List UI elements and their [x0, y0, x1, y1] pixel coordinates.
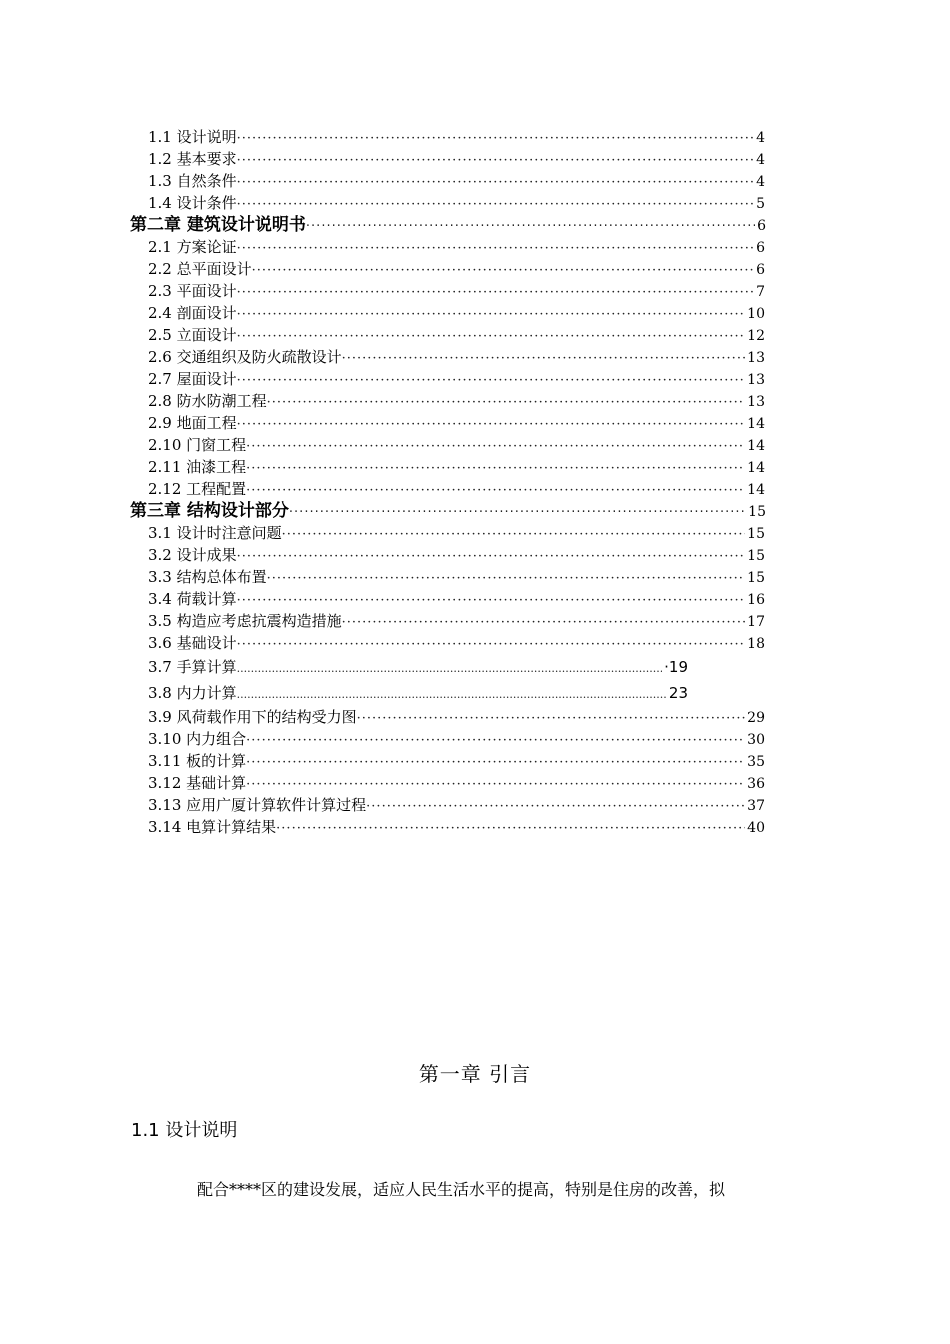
toc-chapter-entry[interactable] — [130, 214, 766, 236]
toc-entry-page: 6 — [756, 240, 765, 256]
toc-leader-dots — [252, 260, 754, 282]
toc-leader-dots — [237, 150, 754, 172]
toc-entry[interactable] — [148, 478, 765, 500]
toc-entry-page: 29 — [747, 710, 765, 726]
toc-entry-title: 3.7 手算计算 — [148, 658, 237, 676]
toc-leader-dots — [342, 612, 746, 634]
toc-leader-dots — [237, 634, 746, 656]
toc-entry[interactable] — [148, 390, 765, 412]
toc-entry-page: 14 — [747, 482, 765, 498]
toc-entry[interactable] — [148, 324, 765, 346]
toc-leader-dots — [237, 414, 746, 436]
toc-leader-dots — [237, 546, 746, 568]
toc-entry-title: 2.6 交通组织及防火疏散设计 — [148, 348, 342, 366]
toc-entry-page: 6 — [756, 262, 765, 278]
toc-entry[interactable] — [148, 456, 765, 478]
toc-entry-title: 1.4 设计条件 — [148, 194, 237, 212]
toc-entry[interactable] — [148, 522, 765, 544]
toc-entry[interactable] — [148, 566, 765, 588]
toc-leader-dots — [276, 818, 745, 840]
toc-entry-title: 3.2 设计成果 — [148, 546, 237, 564]
toc-leader-dots — [366, 796, 745, 818]
toc-leader-dots — [237, 238, 754, 260]
toc-entry-title: 2.5 立面设计 — [148, 326, 237, 344]
toc-entry-page: 15 — [747, 570, 765, 586]
toc-leader-dots — [282, 524, 746, 546]
toc-entry[interactable] — [148, 610, 765, 632]
toc-entry-page: 4 — [756, 174, 765, 190]
toc-entry-title: 2.3 平面设计 — [148, 282, 237, 300]
chapter-heading: 第一章 引言 — [418, 1062, 532, 1086]
toc-entry-title: 3.13 应用广厦计算软件计算过程 — [148, 796, 367, 814]
toc-entry-page: 13 — [747, 394, 765, 410]
toc-entry-title: 1.1 设计说明 — [148, 128, 237, 146]
toc-leader-dots — [237, 304, 746, 326]
toc-leader-dots — [246, 480, 745, 502]
toc-entry[interactable] — [148, 302, 765, 324]
toc-leader-dots — [237, 370, 746, 392]
toc-entry[interactable] — [148, 728, 765, 750]
toc-entry[interactable] — [148, 680, 688, 706]
toc-entry[interactable] — [148, 544, 765, 566]
toc-entry-page: 13 — [747, 372, 765, 388]
toc-entry-title: 3.12 基础计算 — [148, 774, 247, 792]
toc-leader-dots — [246, 774, 745, 796]
toc-entry[interactable] — [148, 170, 765, 192]
toc-entry-title: 2.9 地面工程 — [148, 414, 237, 432]
toc-leader-dots — [306, 216, 755, 238]
toc-entry-title: 1.3 自然条件 — [148, 172, 237, 190]
toc-entry-page: 4 — [756, 130, 765, 146]
toc-leader-dots — [237, 590, 746, 612]
toc-chapter-title: 第二章 建筑设计说明书 — [130, 215, 306, 235]
toc-chapter-title: 第三章 结构设计部分 — [130, 501, 289, 521]
toc-entry[interactable] — [148, 236, 765, 258]
toc-entry-title: 2.11 油漆工程 — [148, 458, 247, 476]
toc-entry[interactable] — [148, 412, 765, 434]
toc-entry-page: 17 — [747, 614, 765, 630]
toc-entry-page: 15 — [748, 504, 766, 520]
toc-entry-title: 1.2 基本要求 — [148, 150, 237, 168]
toc-entry-title: 3.11 板的计算 — [148, 752, 247, 770]
toc-leader-dots — [246, 730, 745, 752]
toc-entry-page: 40 — [747, 820, 765, 836]
toc-entry-page: 10 — [747, 306, 765, 322]
toc-entry-title: 3.6 基础设计 — [148, 634, 237, 652]
toc-entry-title: 3.8 内力计算 — [148, 684, 237, 702]
toc-entry-page: 6 — [757, 218, 766, 234]
toc-entry-title: 2.7 屋面设计 — [148, 370, 237, 388]
toc-entry-page: 5 — [756, 196, 765, 212]
toc-entry[interactable] — [148, 368, 765, 390]
toc-entry-page: 12 — [747, 328, 765, 344]
toc-entry-title: 3.14 电算计算结果 — [148, 818, 277, 836]
toc-entry-title: 2.4 剖面设计 — [148, 304, 237, 322]
toc-entry[interactable] — [148, 148, 765, 170]
toc-entry-page: 7 — [756, 284, 765, 300]
toc-entry-title: 3.5 构造应考虑抗震构造措施 — [148, 612, 342, 630]
toc-entry-title: 3.9 风荷载作用下的结构受力图 — [148, 708, 357, 726]
toc-entry-page: 35 — [747, 754, 765, 770]
toc-leader-dots — [237, 282, 754, 304]
toc-leader-dots — [237, 682, 667, 708]
toc-entry[interactable] — [148, 816, 765, 838]
toc-entry-title: 2.10 门窗工程 — [148, 436, 247, 454]
toc-leader-dots — [289, 502, 746, 524]
toc-entry[interactable] — [148, 126, 765, 148]
toc-entry-page: 15 — [747, 526, 765, 542]
toc-entry-title: 3.1 设计时注意问题 — [148, 524, 282, 542]
toc-entry-page: 30 — [747, 732, 765, 748]
toc-entry[interactable] — [148, 750, 765, 772]
toc-entry-title: 2.12 工程配置 — [148, 480, 247, 498]
toc-entry[interactable] — [148, 632, 765, 654]
toc-entry-page: 14 — [747, 416, 765, 432]
section-heading: 1.1 设计说明 — [131, 1120, 238, 1141]
toc-entry[interactable] — [148, 258, 765, 280]
toc-entry[interactable] — [148, 192, 765, 214]
toc-entry-title: 3.4 荷载计算 — [148, 590, 237, 608]
toc-entry-title: 2.2 总平面设计 — [148, 260, 252, 278]
toc-entry-page: 37 — [747, 798, 765, 814]
toc-entry-page: 14 — [747, 460, 765, 476]
toc-leader-dots — [237, 326, 746, 348]
toc-entry[interactable] — [148, 794, 765, 816]
toc-leader-dots — [267, 392, 746, 414]
toc-entry[interactable] — [148, 706, 765, 728]
toc-leader-dots — [246, 752, 745, 774]
toc-entry[interactable] — [148, 346, 765, 368]
toc-leader-dots — [237, 656, 663, 682]
toc-entry[interactable] — [148, 434, 765, 456]
toc-leader-dots — [246, 436, 745, 458]
toc-entry-title: 2.8 防水防潮工程 — [148, 392, 267, 410]
toc-leader-dots — [237, 172, 754, 194]
toc-entry-page: 14 — [747, 438, 765, 454]
toc-entry[interactable] — [148, 772, 765, 794]
table-of-contents — [0, 126, 950, 838]
toc-entry[interactable] — [148, 588, 765, 610]
toc-entry-title: 3.10 内力组合 — [148, 730, 247, 748]
toc-leader-dots — [357, 708, 746, 730]
toc-entry-page: 16 — [747, 592, 765, 608]
toc-entry-title: 3.3 结构总体布置 — [148, 568, 267, 586]
toc-entry-page: 13 — [747, 350, 765, 366]
toc-leader-dots — [342, 348, 746, 370]
toc-leader-dots — [246, 458, 745, 480]
toc-entry-page: 23 — [668, 684, 688, 702]
toc-entry-page: 15 — [747, 548, 765, 564]
toc-entry[interactable] — [148, 280, 765, 302]
toc-entry-page: 36 — [747, 776, 765, 792]
toc-entry-title: 2.1 方案论证 — [148, 238, 237, 256]
toc-leader-dots — [237, 194, 754, 216]
toc-chapter-entry[interactable] — [130, 500, 766, 522]
toc-entry-page: 18 — [747, 636, 765, 652]
toc-entry-page: ·19 — [664, 658, 688, 676]
toc-leader-dots — [237, 128, 754, 150]
toc-entry-page: 4 — [756, 152, 765, 168]
body-paragraph: 配合****区的建设发展，适应人民生活水平的提高，特别是住房的改善，拟 — [197, 1180, 726, 1199]
toc-entry[interactable] — [148, 654, 688, 680]
toc-leader-dots — [267, 568, 746, 590]
